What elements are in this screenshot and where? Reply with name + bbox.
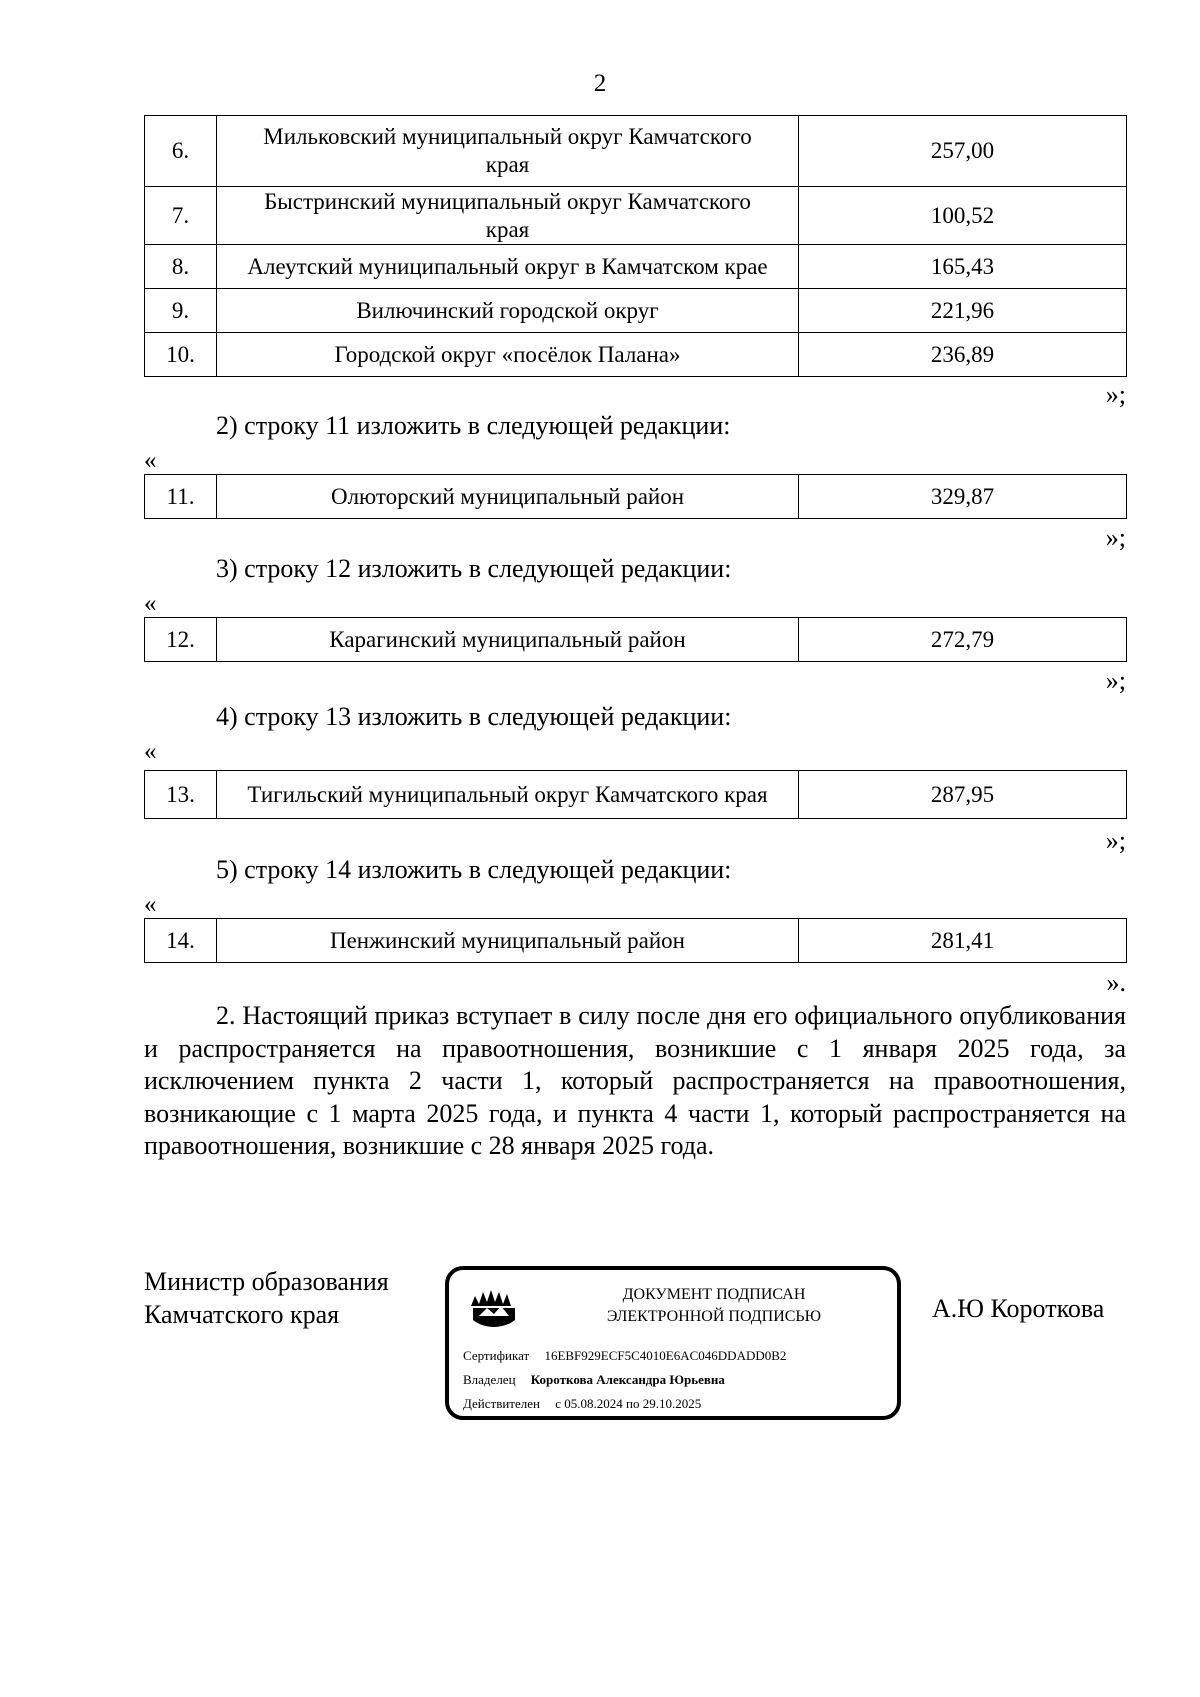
stamp-title (539, 1284, 889, 1328)
row-number: 10. (145, 333, 217, 377)
amendment-instruction: 2) строку 11 изложить в следующей редакции: (216, 411, 731, 440)
table-row (145, 187, 1127, 245)
owner-label: Владелец (463, 1372, 516, 1387)
municipality-name-line2: края (485, 216, 530, 242)
position-line1: Министр образования (144, 1267, 389, 1296)
validity-row (463, 1396, 701, 1412)
row-value: 329,87 (799, 475, 1127, 519)
table-row (145, 771, 1127, 819)
owner-row (463, 1372, 725, 1388)
page-number: 2 (593, 70, 607, 97)
table-row (145, 289, 1127, 333)
municipality-name: Городской округ «посёлок Палана» (217, 333, 799, 377)
closing-quote: ». (1106, 968, 1126, 997)
row-number: 12. (145, 618, 217, 662)
row-number: 13. (145, 771, 217, 819)
row-value: 100,52 (799, 187, 1127, 245)
table-row (145, 333, 1127, 377)
row-number: 9. (145, 289, 217, 333)
opening-quote: « (144, 447, 157, 474)
municipality-name: Вилючинский городской округ (217, 289, 799, 333)
row-value: 221,96 (799, 289, 1127, 333)
row-number: 8. (145, 245, 217, 289)
municipality-name (217, 116, 799, 187)
row-number: 14. (145, 919, 217, 963)
certificate-label: Сертификат (463, 1348, 530, 1363)
amendment-table (144, 474, 1127, 519)
municipality-name: Алеутский муниципальный округ в Камчатском крае (217, 245, 799, 289)
position-line2: Камчатского края (144, 1300, 340, 1329)
validity-value: с 05.08.2024 по 29.10.2025 (555, 1396, 702, 1411)
table-row (145, 245, 1127, 289)
municipality-name-line2: края (485, 152, 530, 177)
opening-quote: « (144, 590, 157, 617)
table-row (145, 919, 1127, 963)
row-value: 165,43 (799, 245, 1127, 289)
row-number: 11. (145, 475, 217, 519)
certificate-row (463, 1348, 786, 1364)
municipality-name: Карагинский муниципальный район (217, 618, 799, 662)
signer-name: А.Ю Короткова (932, 1294, 1105, 1323)
amendment-table (144, 770, 1127, 819)
kamchatka-emblem-icon (467, 1286, 521, 1340)
municipality-name-line1: Быстринский муниципальный округ Камчатского (264, 188, 751, 214)
municipality-name-line1: Мильковский муниципальный округ Камчатского (263, 124, 752, 149)
amendment-instruction: 3) строку 12 изложить в следующей редакции: (216, 554, 732, 583)
electronic-signature-stamp (445, 1266, 901, 1420)
municipality-name: Тигильский муниципальный округ Камчатского края (217, 771, 799, 819)
stamp-title-line2: ЭЛЕКТРОННОЙ ПОДПИСЬЮ (606, 1308, 822, 1325)
effective-date-paragraph: 2. Настоящий приказ вступает в силу после дня его официального опубликования и распространяется на правоотношения, возникшие с 1 января 2025 года, за исключением пункта 2 части 1, который распространяется на правоотношения, возникающие с 1 марта 2025 года, и пункта 4 части 1, который распространяется на правоотношения, возникшие с 28 января 2025 года. (144, 1001, 1126, 1160)
table-row (145, 475, 1127, 519)
row-number: 7. (145, 187, 217, 245)
amendment-table (144, 918, 1127, 963)
municipality-name: Пенжинский муниципальный район (217, 919, 799, 963)
opening-quote: « (144, 738, 157, 765)
row-value: 272,79 (799, 618, 1127, 662)
row-number: 6. (145, 116, 217, 187)
table-row (145, 116, 1127, 187)
closing-quote: »; (1105, 826, 1126, 855)
row-value: 236,89 (799, 333, 1127, 377)
certificate-value: 16EBF929ECF5C4010E6AC046DDADD0B2 (544, 1348, 787, 1363)
table-continuation (144, 115, 1127, 377)
row-value: 281,41 (799, 919, 1127, 963)
amendment-table (144, 617, 1127, 662)
row-value: 257,00 (799, 116, 1127, 187)
row-value: 287,95 (799, 771, 1127, 819)
municipality-name: Олюторский муниципальный район (217, 475, 799, 519)
amendment-instruction: 5) строку 14 изложить в следующей редакции: (216, 855, 732, 884)
municipality-name (217, 187, 799, 245)
closing-quote: »; (1105, 380, 1126, 409)
closing-quote: »; (1105, 523, 1126, 552)
stamp-title-line1: ДОКУМЕНТ ПОДПИСАН (622, 1286, 806, 1303)
owner-value: Короткова Александра Юрьевна (530, 1372, 725, 1387)
closing-quote: »; (1105, 666, 1126, 695)
table-row (145, 618, 1127, 662)
validity-label: Действителен (463, 1396, 540, 1411)
opening-quote: « (144, 891, 157, 918)
signatory-position (144, 1265, 389, 1331)
amendment-instruction: 4) строку 13 изложить в следующей редакции: (216, 702, 732, 731)
